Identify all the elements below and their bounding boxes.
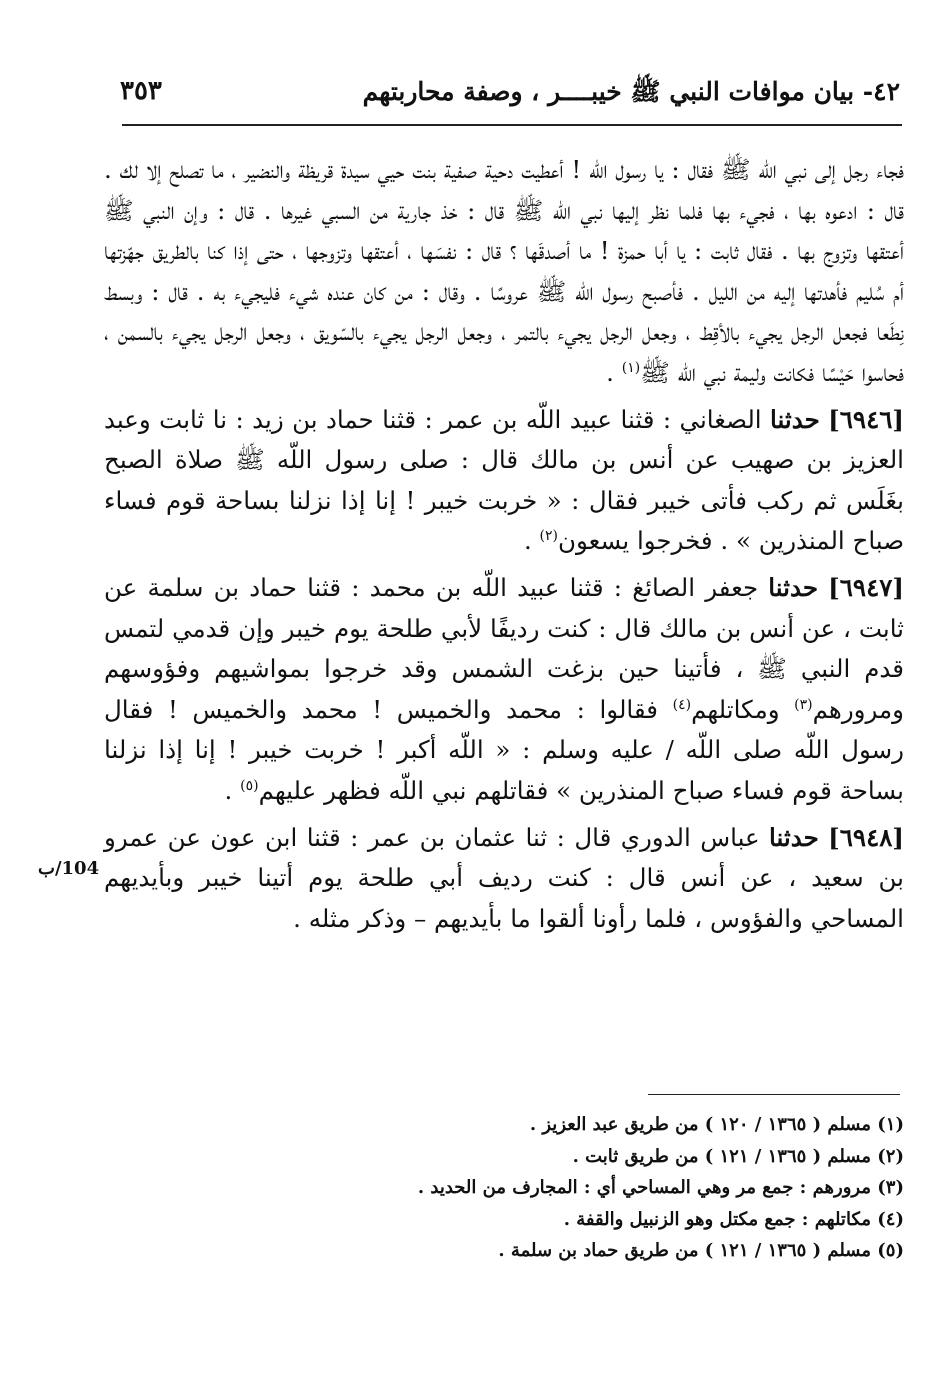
- manuscript-folio-note: 104/ب: [38, 858, 100, 879]
- footnote-ref: (١): [621, 359, 641, 376]
- hadith-number: [٦٩٤٦]: [828, 404, 904, 434]
- hadith-paragraph: [104, 568, 904, 812]
- paragraph-text: عباس الدوري قال : ثنا عثمان بن عمر : قثنا ابن عون عن عمرو بن سعيد ، عن أنس قال : كنت رديف أبي طلحة يوم أتينا خيبر وبأيديهم المساحي والفؤوس ، فلما رأونا ألقوا ما بأيديهم – وذكر مثله .: [104, 822, 904, 933]
- hadith-paragraph: [104, 818, 904, 940]
- paragraph-text: فجاء رجل إلى نبي اللّه ﷺ فقال : يا رسول اللّه ! أعطيت دحية صفية بنت حيي سيدة قريظة والنضير ، ما تصلح إلا لك . قال : ادعوه بها ، فجيء بها فلما نظر إليها نبي اللّه ﷺ قال : خذ جارية من السبي غيرها . قال : وإن النبي ﷺ أعتقها وتزوج بها . فقال ثابت : يا أبا حمزة ! ما أصدقَها ؟ قال : نفسَها ، أعتقها وتزوجها ، حتى إذا كنا بالطريق جهّزتها أم سُليم فأهدتها إليه من الليل . فأصبح رسول اللّه ﷺ عروسًا . وقال : من كان عنده شيء فليجيء به . قال : وبسط نِطَعا فجعل الرجل يجيء بالأقِط ، وجعل الرجل يجيء بالتمر ، وجعل الرجل يجيء بالسّويق ، وجعل الرجل يجيء بالسمن ، فحاسوا حَيْسًا فكانت وليمة نبي اللّه ﷺ: [104, 155, 904, 387]
- page-header: [120, 76, 902, 116]
- paragraph-text: فقالوا : محمد والخميس ! محمد والخميس ! فقال رسول اللّه صلى اللّه / عليه وسلم : « اللّه أكبر ! خربت خيبر ! إنا إذا نزلنا بساحة قوم فساء صباح المنذرين » فقاتلهم نبي اللّه فظهر عليهم: [104, 694, 904, 805]
- footnote-ref: (٤): [672, 696, 692, 713]
- footnote: (٥) مسلم ( ١٣٦٥ / ١٢١ ) من طريق حماد بن سلمة .: [498, 1240, 904, 1262]
- paragraph-tail: .: [224, 775, 241, 805]
- hadith-number: [٦٩٤٨]: [828, 822, 904, 852]
- hadith-paragraph: [104, 400, 904, 562]
- header-rule: [122, 124, 902, 126]
- paragraph-text: جعفر الصائغ : قثنا عبيد اللّه بن محمد : قثنا حماد بن سلمة عن ثابت ، عن أنس بن مالك قال : كنت رديفًا لأبي طلحة يوم خيبر وإن قدمي لتمس قدم النبي ﷺ ، فأتينا حين بزغت الشمس وقد خرجوا بمواشيهم وفؤوسهم ومرورهم: [104, 572, 904, 724]
- footnote: (٢) مسلم ( ١٣٦٥ / ١٢١ ) من طريق ثابت .: [572, 1145, 904, 1167]
- footnote-ref: (٥): [240, 777, 259, 794]
- narration-lead: حدثنا: [770, 404, 820, 434]
- narration-lead: حدثنا: [769, 822, 819, 852]
- footnote-rule: [648, 1094, 900, 1095]
- hadith-number: [٦٩٤٧]: [828, 572, 904, 602]
- footnote: (٤) مكاتلهم : جمع مكتل وهو الزنبيل والقفة .: [563, 1208, 904, 1230]
- footnotes: [304, 1109, 904, 1267]
- footnote-ref: (٣): [794, 696, 813, 713]
- running-title: ٤٢- بيان موافات النبي ﷺ خيبــــر ، وصفة محاربتهم: [362, 77, 900, 106]
- narration-lead: حدثنا: [768, 572, 818, 602]
- footnote-ref: (٢): [539, 528, 559, 545]
- paragraph-text: الصغاني : قثنا عبيد اللّه بن عمر : قثنا حماد بن زيد : نا ثابت وعبد العزيز بن صهيب عن أنس بن مالك قال : صلى رسول اللّه ﷺ صلاة الصبح بغَلَس ثم ركب فأتى خيبر فقال : « خربت خيبر ! إنا إذا نزلنا بساحة قوم فساء صباح المنذرين » . فخرجوا يسعون: [104, 404, 904, 556]
- paragraph: [104, 150, 904, 394]
- footnote: (٣) مرورهم : جمع مر وهي المساحي أي : المجارف من الحديد .: [417, 1177, 904, 1199]
- page-number: ٣٥٣: [120, 76, 162, 106]
- paragraph-text: ومكاتلهم: [691, 694, 795, 724]
- main-text: [104, 150, 904, 939]
- paragraph-tail: .: [606, 357, 622, 387]
- footnote: (١) مسلم ( ١٣٦٥ / ١٢٠ ) من طريق عبد العزيز .: [529, 1114, 904, 1135]
- paragraph-tail: .: [523, 526, 540, 556]
